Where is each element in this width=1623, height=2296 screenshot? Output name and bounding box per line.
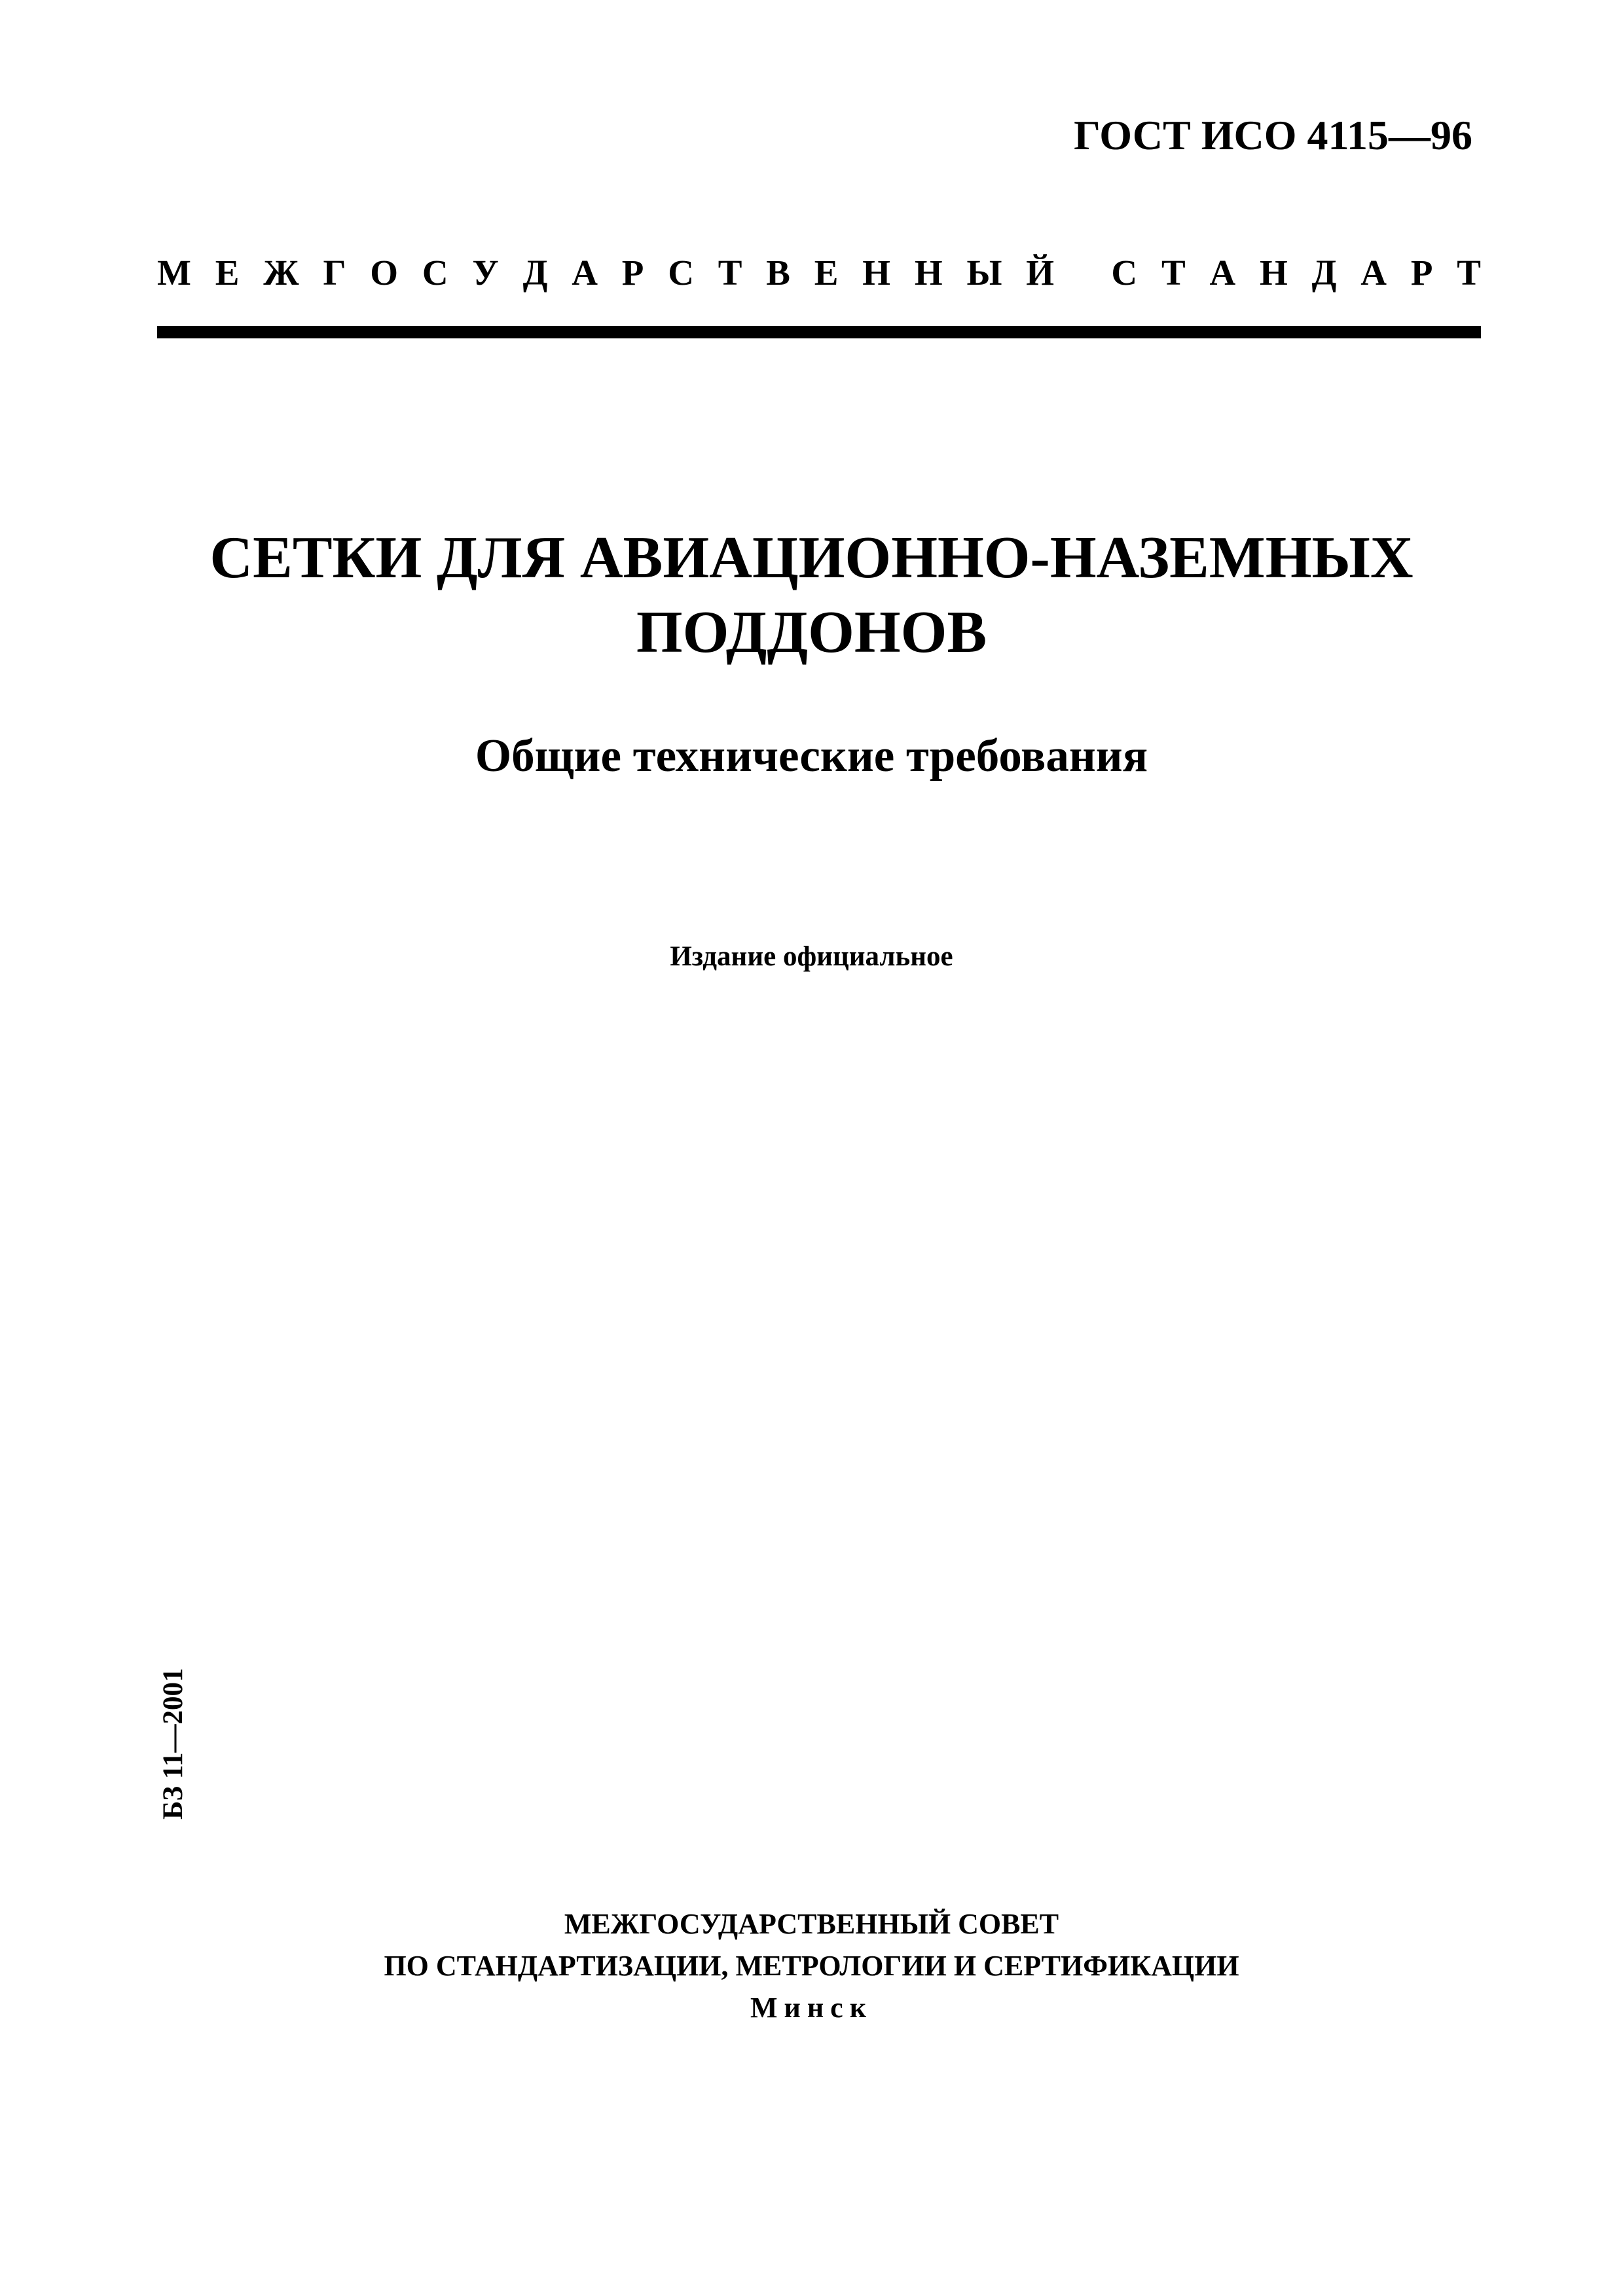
edition-note: Издание официальное <box>670 941 953 972</box>
heading-letter: Н <box>862 253 891 293</box>
heading-letter: О <box>370 253 399 293</box>
heading-letter: Е <box>814 253 839 293</box>
title-line-2: ПОДДОНОВ <box>636 599 987 665</box>
heading-letter: А <box>1209 253 1236 293</box>
heading-letter: Ж <box>263 253 299 293</box>
heading-letter: Г <box>323 253 346 293</box>
document-title <box>0 520 1623 670</box>
heading-letter: Р <box>621 253 644 293</box>
heading-letter: С <box>422 253 448 293</box>
document-subtitle: Общие технические требования <box>475 730 1148 781</box>
heading-letter: Й <box>1026 253 1055 293</box>
heading-letter: Д <box>1311 253 1337 293</box>
side-code: БЗ 11—2001 <box>158 1668 189 1820</box>
heading-letter: Ы <box>966 253 1002 293</box>
heading-letter: С <box>668 253 694 293</box>
standard-designation: ГОСТ ИСО 4115—96 <box>1074 112 1472 158</box>
publisher-line-1: МЕЖГОСУДАРСТВЕННЫЙ СОВЕТ <box>564 1908 1059 1940</box>
publisher-city: Минск <box>750 1992 873 2024</box>
heading-letter: Т <box>718 253 742 293</box>
publisher-block <box>0 1903 1623 2029</box>
heading-letter: С <box>1111 253 1138 293</box>
heading-letter: А <box>1360 253 1387 293</box>
heading-letter: Н <box>914 253 943 293</box>
heading-letter: Р <box>1410 253 1433 293</box>
title-line-1: СЕТКИ ДЛЯ АВИАЦИОННО-НАЗЕМНЫХ <box>210 524 1413 590</box>
heading-letter: Т <box>1161 253 1186 293</box>
publisher-line-2: ПО СТАНДАРТИЗАЦИИ, МЕТРОЛОГИИ И СЕРТИФИКАЦИИ <box>384 1950 1239 1982</box>
heading-letter: Е <box>215 253 240 293</box>
heading-letter: Д <box>522 253 548 293</box>
heading-letter: А <box>572 253 598 293</box>
heading-letter: У <box>472 253 499 293</box>
heading-letter: В <box>766 253 790 293</box>
heading-letter: М <box>157 253 191 293</box>
heading-letter: Т <box>1457 253 1481 293</box>
header-rule <box>157 326 1481 338</box>
standard-type-heading <box>157 252 1481 293</box>
heading-word-gap <box>1078 252 1087 293</box>
heading-letter: Н <box>1260 253 1288 293</box>
